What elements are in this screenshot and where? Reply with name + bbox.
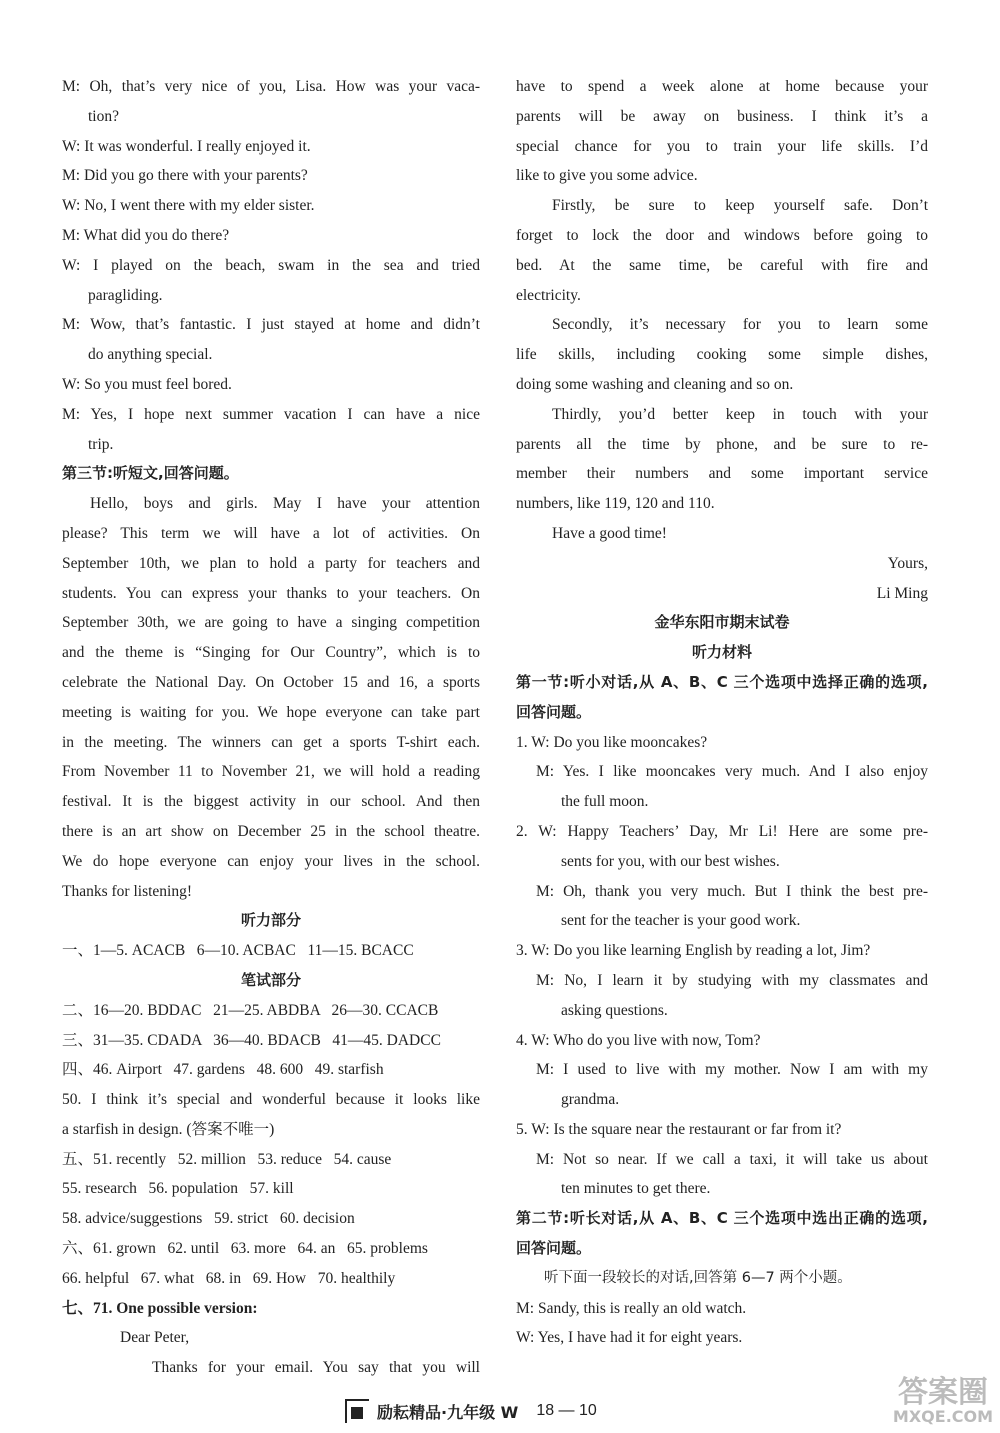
letter-continuation [516,72,928,549]
dialogue-line: M: Sandy, this is really an old watch. [516,1299,747,1317]
dialog-line: M: What did you do there? [62,226,230,244]
section-heading-line: 第一节:听小对话,从 A、B、C 三个选项中选择正确的选项, [516,672,928,691]
short-dialogues [516,728,928,1205]
dialog-line: W: So you must feel bored. [62,375,232,393]
passage-line: celebrate the National Day. On October 15 and 16, a sports [62,673,480,691]
letter-line: Firstly, be sure to keep yourself safe. Don’t [552,197,928,215]
dialogue-line: 4. W: Who do you live with now, Tom? [516,1031,761,1049]
dialogue-line: M: Oh, thank you very much. But I think the best pre- [536,882,928,900]
watermark [890,1375,996,1430]
answer-line: 55. research 56. population 57. kill [62,1180,294,1198]
dialogue-line: M: Yes. I like mooncakes very much. And I also enjoy [536,763,928,781]
section2-heading [516,1204,928,1264]
dialog-line: paragliding. [88,286,163,304]
dialog-line: W: It was wonderful. I really enjoyed it. [62,137,311,155]
passage-line: please? This term we will have a lot of activities. On [62,524,480,542]
book-logo-icon [345,1399,369,1423]
footer-brand: 励耘精品·九年级 W [377,1402,519,1422]
answer-line: 六、61. grown 62. until 63. more 64. an 65. problems [62,1240,428,1258]
watermark-top: 答案圈 [898,1375,988,1410]
passage-line: September 30th, we are going to have a singing competition [62,614,480,632]
dialog-line: W: No, I went there with my elder sister. [62,197,315,215]
letter-line: doing some washing and cleaning and so on. [516,375,794,393]
letter-greeting: Dear Peter, [120,1329,190,1347]
listening-answers: 一、1—5. ACACB 6—10. ACBAC 11—15. BCACC [62,942,414,960]
dialogue-line: M: No, I learn it by studying with my classmates and [536,971,928,989]
dialog-line: tion? [88,107,119,125]
passage-line: and the theme is “Singing for Our Country”, which is to [62,644,480,662]
passage-line: in the meeting. The winners can get a sports T-shirt each. [62,733,480,751]
dialogue-line: 5. W: Is the square near the restaurant or far from it? [516,1120,842,1138]
letter-line: member their numbers and some important service [516,465,928,483]
letter-line: life skills, including cooking some simple dishes, [516,346,928,364]
answer-line: 58. advice/suggestions 59. strict 60. decision [62,1210,355,1228]
dialogue-line: 3. W: Do you like learning English by reading a lot, Jim? [516,942,871,960]
page-footer [345,1398,597,1424]
dialogue-line: asking questions. [561,1001,668,1019]
answer-line: 三、31—35. CDADA 36—40. BDACB 41—45. DADCC [62,1031,441,1049]
passage-block [62,489,480,906]
right-column [516,72,928,1353]
long-dialog [516,1294,928,1354]
listening-part-title: 听力部分 [240,911,301,930]
dialogue-line: sents for you, with our best wishes. [561,852,780,870]
dialogue-line: M: Not so near. If we call a taxi, it will take us about [536,1150,928,1168]
watermark-bottom: MXQE.COM [892,1407,994,1426]
passage-line: September 10th, we plan to hold a party for teachers and [62,554,480,572]
letter-line: numbers, like 119, 120 and 110. [516,495,715,513]
letter-line: parents all the time by phone, and be sure to re- [516,435,928,453]
dialog-block [62,72,480,459]
writing-heading: 七、71. One possible version: [62,1299,258,1317]
letter-line: Secondly, it’s necessary for you to learn some [552,316,928,334]
section-heading-line: 第二节:听长对话,从 A、B、C 三个选项中选出正确的选项, [516,1209,928,1228]
passage-line: Thanks for listening! [62,882,193,900]
letter-line: forget to lock the door and windows before going to [516,226,928,244]
letter-line: like to give you some advice. [516,167,698,185]
passage-line: Hello, boys and girls. May I have your attention [90,495,480,513]
dialogue-line: sent for the teacher is your good work. [561,912,801,930]
left-column [62,72,480,1383]
dialogue-line: M: I used to live with my mother. Now I am with my [536,1061,928,1079]
answer-line: 二、16—20. BDDAC 21—25. ABDBA 26—30. CCACB [62,1001,439,1019]
passage-line: We do hope everyone can enjoy your lives in the school. [62,852,480,870]
passage-line: From November 11 to November 21, we will hold a reading [62,763,480,781]
exam-title: 金华东阳市期末试卷 [654,613,790,632]
letter-first-line: Thanks for your email. You say that you will [152,1359,480,1377]
section-heading-line: 回答问题。 [516,702,592,721]
written-part-title: 笔试部分 [240,970,301,989]
dialogue-line: ten minutes to get there. [561,1180,711,1198]
section-heading-line: 回答问题。 [516,1239,592,1258]
dialog-line: M: Yes, I hope next summer vacation I can have a nice [62,405,480,423]
dialog-line: W: I played on the beach, swam in the sea and tried [62,256,480,274]
passage-line: students. You can express your thanks to your teachers. On [62,584,480,602]
letter-signature: Li Ming [876,584,928,602]
answer-line: 五、51. recently 52. million 53. reduce 54. cause [62,1150,392,1168]
dialogue-line: grandma. [561,1091,620,1109]
dialog-line: do anything special. [88,346,213,364]
letter-line: special chance for you to train your life skills. I’d [516,137,928,155]
section2-intro: 听下面一段较长的对话,回答第 6—7 两个小题。 [544,1269,852,1286]
answer-line: 四、46. Airport 47. gardens 48. 600 49. starfish [62,1061,384,1079]
dialog-line: M: Did you go there with your parents? [62,167,308,185]
passage-line: meeting is waiting for you. We hope everyone can take part [62,703,480,721]
letter-line: parents will be away on business. I think it’s a [516,107,928,125]
dialogue-line: 1. W: Do you like mooncakes? [516,733,708,751]
answer-50 [62,1085,480,1145]
letter-line: bed. At the same time, be careful with fire and [516,256,928,274]
passage-line: festival. It is the biggest activity in our school. And then [62,793,480,811]
answer-line: a starfish in design. (答案不唯一) [62,1120,275,1138]
dialogue-line: W: Yes, I have had it for eight years. [516,1329,743,1347]
letter-line: have to spend a week alone at home because your [516,78,928,95]
dialog-line: trip. [88,435,114,453]
answer-line: 66. helpful 67. what 68. in 69. How 70. healthily [62,1269,396,1287]
section1-heading [516,668,928,728]
dialogue-line: the full moon. [561,793,649,811]
exam-subtitle: 听力材料 [691,643,752,662]
page-number: 18 — 10 [536,1402,597,1419]
answer-line: 50. I think it’s special and wonderful because it looks like [62,1091,480,1109]
dialog-line: M: Wow, that’s fantastic. I just stayed at home and didn’t [62,316,480,334]
answers-more-block [62,1145,480,1294]
section3-heading: 第三节:听短文,回答问题。 [62,464,239,483]
letter-line: Have a good time! [552,524,667,542]
letter-line: Thirdly, you’d better keep in touch with your [552,405,928,423]
passage-line: there is an art show on December 25 in the school theatre. [62,822,480,840]
dialogue-line: 2. W: Happy Teachers’ Day, Mr Li! Here are some pre- [516,822,928,840]
letter-sign-off: Yours, [887,554,928,572]
letter-line: electricity. [516,286,581,304]
dialog-line: M: Oh, that’s very nice of you, Lisa. How was your vaca- [62,78,480,95]
answers-block [62,996,480,1085]
